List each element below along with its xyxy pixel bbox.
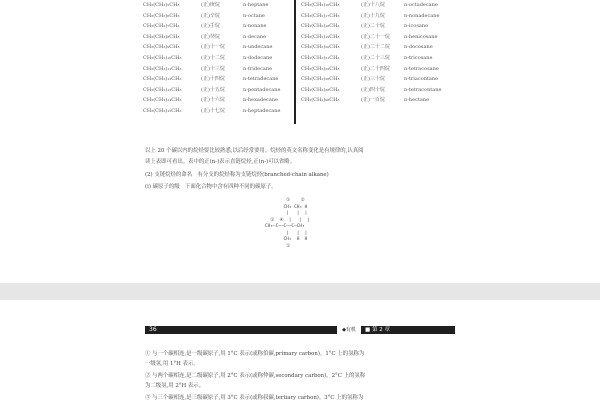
chinese-name-cell: (正)十七烷 xyxy=(201,107,225,114)
item-2-line-2: 为二级氢,用 2°H 表示。 xyxy=(145,383,205,389)
english-name-cell: n-octane xyxy=(243,12,265,19)
chinese-name-cell: (正)庚烷 xyxy=(201,2,220,8)
formula-cell: CH₃(CH₂)₅CH₃ xyxy=(143,2,180,8)
formula-cell: CH₃(CH₂)₂₁CH₃ xyxy=(301,54,340,61)
chinese-name-cell: (正)四十烷 xyxy=(361,86,385,93)
english-name-cell: n-octadecane xyxy=(404,2,438,8)
formula-cell: CH₃(CH₂)₁₁CH₃ xyxy=(143,65,182,72)
formula-cell: CH₃(CH₂)₆CH₃ xyxy=(143,12,180,19)
formula-cell: CH₃(CH₂)₁₅CH₃ xyxy=(143,107,182,114)
english-name-cell: n-dodecane xyxy=(243,54,273,61)
chinese-name-cell: (正)癸烷 xyxy=(201,33,220,40)
formula-cell: CH₃(CH₂)₁₉CH₃ xyxy=(301,33,340,40)
chinese-name-cell: (正)三十烷 xyxy=(361,76,385,83)
structure-line: CH₃—C——C——C—CH₃ xyxy=(265,224,305,229)
table-row xyxy=(143,95,291,106)
left-margin xyxy=(0,0,115,400)
chinese-name-cell: (正)二十二烷 xyxy=(361,44,390,51)
lower-page xyxy=(115,300,485,400)
table-row xyxy=(143,0,291,11)
english-name-cell: n-icosane xyxy=(404,23,429,30)
formula-cell: CH₃(CH₂)₂₈CH₃ xyxy=(301,76,340,83)
formula-cell: CH₃(CH₂)₂₂CH₃ xyxy=(301,65,340,72)
english-name-cell: n-tetracontane xyxy=(404,86,442,93)
page-number: 36 xyxy=(149,326,157,333)
english-name-cell: n-heptadecane xyxy=(243,107,281,114)
item-2-line-1: ② 与两个碳相连,是二级碳原子,用 2°C 表示(或称仲碳,secondary carbon)。2°C 上的氢称 xyxy=(145,373,366,379)
table-row xyxy=(301,85,466,96)
formula-cell: CH₃(CH₂)₁₆CH₃ xyxy=(301,2,340,8)
table-row xyxy=(301,74,466,85)
formula-cell: CH₃(CH₂)₉₈CH₃ xyxy=(301,97,340,104)
chinese-name-cell: (正)二十一烷 xyxy=(361,33,390,40)
english-name-cell: n-nonane xyxy=(243,23,267,30)
table-row xyxy=(301,95,466,106)
english-name-cell: n-nonadecane xyxy=(404,12,440,19)
formula-cell: CH₃(CH₂)₁₀CH₃ xyxy=(143,54,182,61)
paragraph-3: (i) 碳原子的级 下面化合物中含有四种不同的碳原子。 xyxy=(145,184,277,190)
chinese-name-cell: (正)十一烷 xyxy=(201,44,225,51)
chapter-label: ■ 第 2 章 xyxy=(365,327,390,333)
table-row xyxy=(301,53,466,64)
english-name-cell: n-hexadecane xyxy=(243,97,279,104)
table-row xyxy=(301,42,466,53)
english-name-cell: n-hectane xyxy=(404,97,430,104)
english-name-cell: n-tetradecane xyxy=(243,76,279,83)
chinese-name-cell: (正)一百烷 xyxy=(361,97,385,104)
english-name-cell: n-docosane xyxy=(404,44,433,51)
structure-line: CH₃ H H xyxy=(265,237,308,242)
table-row xyxy=(301,64,466,75)
english-name-cell: n-henicosane xyxy=(404,33,438,40)
page-header-bar xyxy=(145,326,455,334)
chinese-name-cell: (正)十三烷 xyxy=(201,65,225,72)
english-name-cell: n-undecane xyxy=(243,44,273,51)
formula-cell: CH₃(CH₂)₂₀CH₃ xyxy=(301,44,340,51)
table-left-column xyxy=(143,0,291,117)
page-gap xyxy=(0,283,600,300)
english-name-cell: n-tricosane xyxy=(404,54,433,61)
structure-line: ① ④ | | | xyxy=(265,217,310,223)
chinese-name-cell: (正)二十四烷 xyxy=(361,65,390,72)
structure-line: ① ② xyxy=(265,198,305,203)
structure-line: | | | xyxy=(265,211,308,216)
formula-cell: CH₃(CH₂)₁₄CH₃ xyxy=(143,97,182,104)
chinese-name-cell: (正)壬烷 xyxy=(201,23,220,30)
formula-cell: CH₃(CH₂)₈CH₃ xyxy=(143,33,180,40)
section-mark: ◆有机 xyxy=(337,326,361,334)
formula-cell: CH₃(CH₂)₇CH₃ xyxy=(143,23,180,30)
chinese-name-cell: (正)辛烷 xyxy=(201,12,220,19)
structure-line: CH₃ CH₃ H xyxy=(265,204,308,210)
chinese-name-cell: (正)十五烷 xyxy=(201,86,225,93)
item-1-line-2: 一级氢,用 1°H 表示。 xyxy=(145,361,199,367)
table-row xyxy=(143,21,291,32)
chinese-name-cell: (正)十四烷 xyxy=(201,76,225,83)
table-row xyxy=(301,21,466,32)
chinese-name-cell: (正)十二烷 xyxy=(201,54,225,61)
chinese-name-cell: (正)十八烷 xyxy=(361,2,385,8)
table-row xyxy=(301,11,466,22)
chinese-name-cell: (正)二十三烷 xyxy=(361,54,390,61)
table-row xyxy=(143,74,291,85)
table-row xyxy=(143,11,291,22)
paragraph-1-line-1: 以上 20 个碳以内的烷烃要比较熟悉,以后经常要用。烷烃的英文名称变化是有规律的,认真阅 xyxy=(145,148,364,154)
table-row xyxy=(143,53,291,64)
formula-cell: CH₃(CH₂)₉CH₃ xyxy=(143,44,180,51)
english-name-cell: n-tridecane xyxy=(243,65,273,72)
formula-cell: CH₃(CH₂)₁₃CH₃ xyxy=(143,86,182,93)
table-row xyxy=(143,42,291,53)
item-1-line-1: ① 与一个碳相连,是一级碳原子,用 1°C 表示(或称伯碳,primary carbon)。1°C 上的氢称为 xyxy=(145,351,365,357)
english-name-cell: n-pentadecane xyxy=(243,86,281,93)
english-name-cell: n-decane xyxy=(243,33,267,40)
paragraph-1-line-2: 读上表即可看出。表中的正(n-)表示直链烷烃,正(n-)可以省略。 xyxy=(145,159,296,165)
structure-line: | | | xyxy=(265,230,308,236)
table-row xyxy=(143,64,291,75)
right-margin xyxy=(485,0,600,400)
alkane-name-table xyxy=(143,0,463,128)
item-3-line-1: ③ 与三个碳相连,是三级碳原子,用 3°C 表示(或称叔碳,tertiary carbon)。3°C 上的氢称为 xyxy=(145,395,364,401)
table-divider xyxy=(294,0,296,124)
table-row xyxy=(301,0,466,11)
formula-cell: CH₃(CH₂)₁₈CH₃ xyxy=(301,23,340,30)
chinese-name-cell: (正)十九烷 xyxy=(361,12,385,19)
structural-formula xyxy=(265,198,310,250)
english-name-cell: n-triacontane xyxy=(404,76,439,83)
table-row xyxy=(143,106,291,117)
table-row xyxy=(143,85,291,96)
english-name-cell: n-heptane xyxy=(243,2,269,8)
table-row xyxy=(301,32,466,43)
paragraph-2: (2) 支链烷烃的命名 有分支的烷烃称为支链烷烃(branched-chain alkane) xyxy=(145,172,329,178)
english-name-cell: n-tetracosane xyxy=(404,65,439,72)
chinese-name-cell: (正)二十烷 xyxy=(361,23,385,30)
chinese-name-cell: (正)十六烷 xyxy=(201,97,225,104)
formula-cell: CH₃(CH₂)₁₇CH₃ xyxy=(301,12,340,19)
table-right-column xyxy=(301,0,466,106)
upper-page xyxy=(115,0,485,283)
structure-line: ① xyxy=(265,243,291,249)
formula-cell: CH₃(CH₂)₃₈CH₃ xyxy=(301,86,340,93)
formula-cell: CH₃(CH₂)₁₂CH₃ xyxy=(143,76,182,83)
table-row xyxy=(143,32,291,43)
